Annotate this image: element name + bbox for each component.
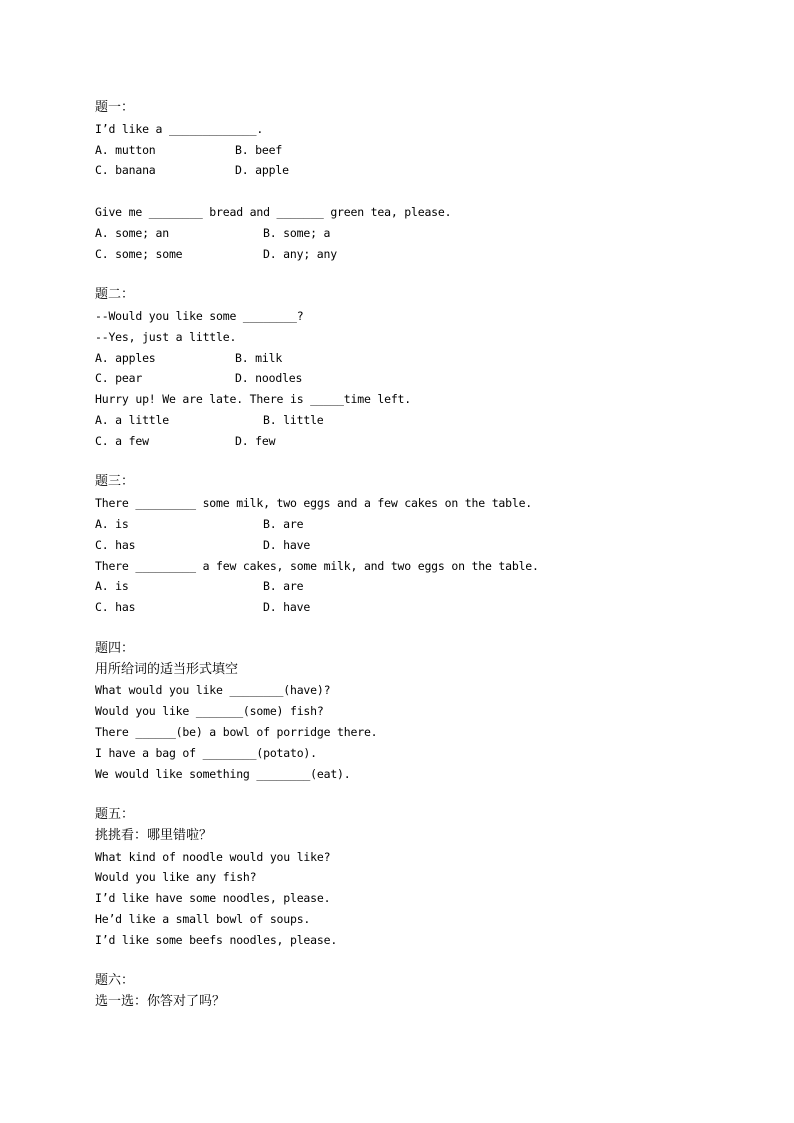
s5-line-2: Would you like any fish? — [95, 870, 257, 885]
s1-q1-option-b: B. beef — [235, 142, 283, 157]
section-5-title: 题五： — [95, 807, 135, 823]
s2-question-1-line-2: --Yes, just a little. — [95, 329, 237, 344]
s1-q1-option-a: A. mutton — [95, 142, 156, 157]
s2-question-2: Hurry up! We are late. There is _____time left. — [95, 392, 412, 407]
s5-line-5: I’d like some beefs noodles, please. — [95, 932, 338, 947]
s2-q2-option-a: A. a little — [95, 412, 169, 427]
s1-q2-options-row-2 — [95, 244, 735, 265]
s5-line-4: He’d like a small bowl of soups. — [95, 912, 311, 927]
s1-question-2: Give me ________ bread and _______ green tea, please. — [95, 204, 452, 219]
worksheet — [95, 98, 735, 1013]
s2-q2-options-row-1 — [95, 410, 735, 431]
s1-q2-options-row-1 — [95, 223, 735, 244]
s4-line-2: Would you like _______(some) fish? — [95, 704, 324, 719]
s2-q2-option-b: B. little — [263, 412, 324, 427]
s3-q2-option-d: D. have — [263, 600, 311, 615]
s5-line-1: What kind of noodle would you like? — [95, 849, 331, 864]
section-5-instruction: 挑挑看：哪里错啦？ — [95, 827, 213, 843]
s2-q1-options-row-2 — [95, 368, 735, 389]
s3-q1-option-d: D. have — [263, 537, 311, 552]
s2-q1-option-a: A. apples — [95, 350, 156, 365]
s3-q2-option-b: B. are — [263, 579, 304, 594]
s2-q2-option-c: C. a few — [95, 433, 149, 448]
s3-q1-options-row-2 — [95, 535, 735, 556]
s3-question-2: There _________ a few cakes, some milk, and two eggs on the table. — [95, 558, 539, 573]
s3-question-1: There _________ some milk, two eggs and a few cakes on the table. — [95, 496, 533, 511]
s3-q1-options-row-1 — [95, 514, 735, 535]
section-6-instruction: 选一选：你答对了吗？ — [95, 994, 226, 1010]
s1-q2-option-a: A. some; an — [95, 225, 169, 240]
s4-line-4: I have a bag of ________(potato). — [95, 745, 317, 760]
s3-q2-option-c: C. has — [95, 600, 136, 615]
s3-q2-option-a: A. is — [95, 579, 129, 594]
section-3-title: 题三： — [95, 474, 135, 490]
s2-question-1-line-1: --Would you like some ________? — [95, 308, 304, 323]
section-4-instruction: 用所给词的适当形式填空 — [95, 661, 239, 677]
s1-question-1: I’d like a _____________. — [95, 121, 264, 136]
s1-q2-option-d: D. any; any — [263, 246, 337, 261]
s1-q2-option-b: B. some; a — [263, 225, 331, 240]
section-1-title: 题一： — [95, 100, 135, 115]
section-6-title: 题六： — [95, 973, 135, 989]
s4-line-5: We would like something ________(eat). — [95, 766, 351, 781]
s3-q1-option-a: A. is — [95, 516, 129, 531]
section-4-title: 题四： — [95, 640, 135, 656]
s4-line-3: There ______(be) a bowl of porridge there. — [95, 724, 378, 739]
s3-q2-options-row-1 — [95, 576, 735, 597]
s1-q1-option-c: C. banana — [95, 163, 156, 178]
s1-q2-option-c: C. some; some — [95, 246, 183, 261]
s5-line-3: I’d like have some noodles, please. — [95, 891, 331, 906]
s2-q1-option-c: C. pear — [95, 371, 143, 386]
s3-q1-option-b: B. are — [263, 516, 304, 531]
s2-q2-option-d: D. few — [235, 433, 276, 448]
s4-line-1: What would you like ________(have)? — [95, 683, 331, 698]
s2-q1-options-row-1 — [95, 348, 735, 369]
s1-q1-options-row-1 — [95, 140, 735, 161]
s3-q1-option-c: C. has — [95, 537, 136, 552]
section-2-title: 题二： — [95, 287, 135, 303]
s2-q1-option-d: D. noodles — [235, 371, 303, 386]
s3-q2-options-row-2 — [95, 597, 735, 618]
s2-q2-options-row-2 — [95, 431, 735, 452]
s2-q1-option-b: B. milk — [235, 350, 283, 365]
s1-q1-options-row-2 — [95, 160, 735, 181]
s1-q1-option-d: D. apple — [235, 163, 289, 178]
